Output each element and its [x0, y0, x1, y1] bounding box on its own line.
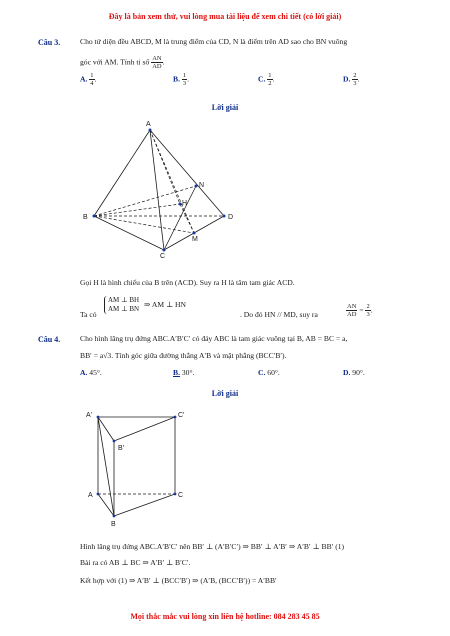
q3-option-d[interactable]: D. $\frac{2}{3}$ .: [343, 72, 360, 87]
question-3-stem-line1: Cho tứ diện đều ABCD, M là trung điểm của CD, N là điểm trên AD sao cho BN vuông: [80, 37, 348, 46]
q4-option-c[interactable]: C. 60°.: [258, 368, 280, 377]
fig1-label-n: N: [199, 182, 205, 189]
q3-solution-line2-mid: . Do đó HN // MD, suy ra: [240, 310, 318, 319]
q4-solution-line3: Kết hợp với (1) ⇒ A′B′ ⊥ (BCC′B′) ⇒ (A′B, (BCC′B′)) = A′BB′: [80, 576, 277, 585]
fig2-label-c-prime: C′: [178, 412, 185, 419]
q4-solution-line2: Bài ra có AB ⊥ BC ⇒ A′B′ ⊥ B′C′.: [80, 558, 191, 567]
hotline-footer: Mọi thắc mắc vui lòng xin liên hệ hotline: 084 283 45 85: [130, 612, 320, 621]
fig2-label-b-prime: B′: [118, 445, 124, 452]
q3-result-fraction: $\frac{AN}{AD}$ = $\frac{2}{3}$ .: [347, 303, 373, 318]
q3-solution-line1: Gọi H là hình chiếu của B trên (ACD). Suy ra H là tâm tam giác ACD.: [80, 278, 295, 287]
question-4-label: Câu 4.: [38, 335, 61, 344]
ratio-fraction: $\frac{AN}{AD}$: [152, 55, 162, 70]
q4-solution-title: Lời giải: [211, 389, 239, 398]
question-3-label: Câu 3.: [38, 38, 61, 47]
fig1-label-c: C: [160, 253, 166, 260]
q3-solution-title: Lời giải: [211, 103, 239, 112]
q3-system-brace: AM ⊥ BH AM ⊥ BN: [104, 296, 139, 314]
fig1-label-h: H: [182, 200, 188, 207]
q3-solution-ta-co: Ta có: [80, 310, 97, 319]
q3-option-a[interactable]: A. $\frac{1}{4}$ .: [80, 72, 97, 87]
fig2-label-b: B: [111, 521, 116, 528]
question-3-stem-line2: góc với AM. Tính tỉ số $\frac{AN}{AD}$ .: [80, 55, 165, 70]
question-4-stem-line1: Cho hình lăng trụ đứng ABC.A′B′C′ có đáy ABC là tam giác vuông tại B, AB = BC = a,: [80, 334, 348, 343]
q3-option-c[interactable]: C. $\frac{1}{2}$ .: [258, 72, 275, 87]
q4-option-d[interactable]: D. 90°.: [343, 368, 365, 377]
prism-figure: [80, 405, 200, 530]
q4-option-b[interactable]: B. 30°.: [173, 368, 195, 377]
q4-option-a[interactable]: A. 45°.: [80, 368, 102, 377]
fig1-label-d: D: [228, 214, 234, 221]
fig1-label-b: B: [83, 214, 88, 221]
fig2-label-c: C: [178, 492, 184, 499]
q3-option-b[interactable]: B. $\frac{1}{3}$ .: [173, 72, 190, 87]
fig2-label-a: A: [88, 492, 93, 499]
question-4-stem-line2: BB′ = a√3. Tính góc giữa đường thẳng A′B và mặt phẳng (BCC′B′).: [80, 351, 287, 360]
fig1-label-a: A: [146, 121, 151, 128]
q3-system-result: ⇒ AM ⊥ HN: [144, 300, 186, 309]
fig2-label-a-prime: A′: [86, 412, 92, 419]
preview-banner: Đây là bản xem thử, vui lòng mua tài liệu để xem chi tiết (có lời giải): [108, 12, 342, 21]
tetrahedron-figure: [80, 120, 250, 260]
q4-solution-line1: Hình lăng trụ đứng ABC.A′B′C′ nên BB′ ⊥ (A′B′C′) ⇒ BB′ ⊥ A′B′ ⇒ A′B′ ⊥ BB′ (1): [80, 542, 345, 551]
fig1-label-m: M: [192, 236, 198, 243]
